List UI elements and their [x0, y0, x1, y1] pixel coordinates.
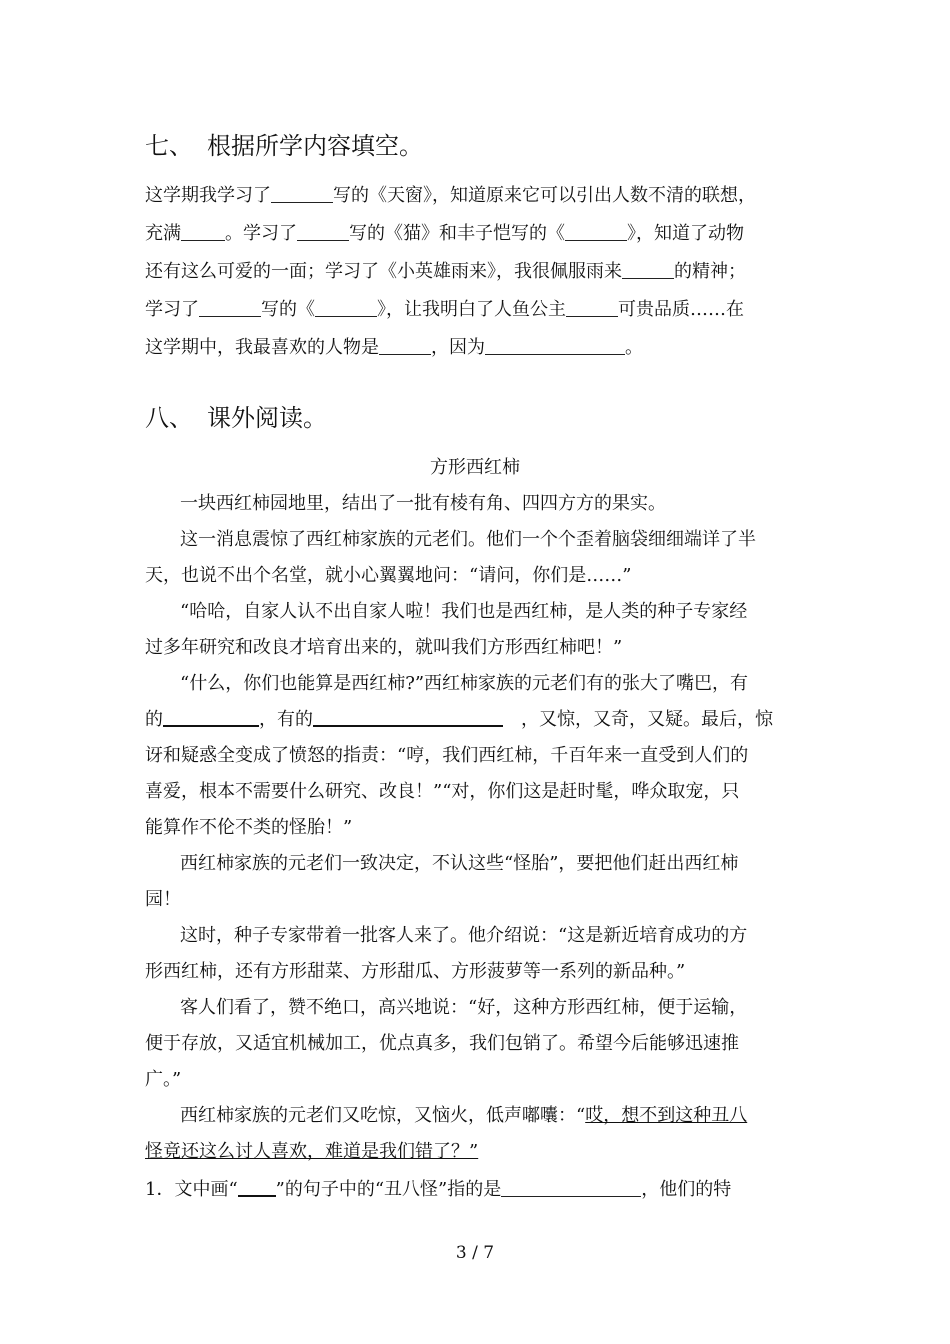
answer-blank[interactable]	[181, 222, 225, 241]
story-line: 能算作不伦不类的怪胎！”	[145, 817, 353, 838]
answer-blank[interactable]	[199, 298, 261, 317]
answer-blank[interactable]	[566, 298, 618, 317]
answer-blank[interactable]	[485, 336, 625, 355]
page-number: 3 / 7	[455, 1243, 495, 1263]
underlined-sentence: 怪竟还这么讨人喜欢，难道是我们错了？”	[145, 1141, 479, 1162]
story-line: 客人们看了，赞不绝口，高兴地说：“好，这种方形西红柿，便于运输，	[180, 997, 748, 1018]
story-line: 这时，种子专家带着一批客人来了。他介绍说：“这是新近培育成功的方	[180, 925, 748, 946]
answer-blank[interactable]	[565, 222, 627, 241]
answer-blank[interactable]	[313, 707, 503, 727]
story-line: 讶和疑惑全变成了愤怒的指责：“哼，我们西红柿，千百年来一直受到人们的	[145, 745, 749, 766]
answer-blank[interactable]	[163, 707, 259, 727]
answer-blank[interactable]	[315, 298, 377, 317]
story-line: 喜爱，根本不需要什么研究、改良！”“对，你们这是赶时髦，哗众取宠，只	[145, 781, 740, 802]
story-line: 西红柿家族的元老们一致决定，不认这些“怪胎”，要把他们赶出西红柿	[180, 853, 739, 874]
section-7-title: 根据所学内容填空。	[207, 132, 423, 160]
story-title: 方形西红柿	[430, 457, 520, 478]
story-line: “什么，你们也能算是西红柿?”西红柿家族的元老们有的张大了嘴巴，有	[180, 673, 749, 694]
story-line: 天，也说不出个名堂，就小心翼翼地问：“请问，你们是……”	[145, 565, 632, 586]
answer-blank[interactable]	[238, 1177, 276, 1197]
fill-line-4: 学习了 写的《 》，让我明白了人鱼公主 可贵品质……在	[145, 299, 744, 320]
answer-blank[interactable]	[379, 336, 431, 355]
answer-blank[interactable]	[501, 1178, 641, 1197]
story-line: “哈哈，自家人认不出自家人啦！我们也是西红柿，是人类的种子专家经	[180, 601, 748, 622]
section-8-title: 课外阅读。	[207, 404, 327, 432]
story-line: 一块西红柿园地里，结出了一批有棱有角、四四方方的果实。	[180, 493, 666, 514]
story-line: 广。”	[145, 1069, 182, 1090]
answer-blank[interactable]	[622, 260, 674, 279]
story-line: 过多年研究和改良才培育出来的，就叫我们方形西红柿吧！”	[145, 637, 623, 658]
question-1: 1．文中画“ ”的句子中的“丑八怪”指的是 ，他们的特	[145, 1179, 732, 1200]
story-line: 这一消息震惊了西红柿家族的元老们。他们一个个歪着脑袋细细端详了半	[180, 529, 756, 550]
section-8-number: 八、	[145, 404, 193, 432]
fill-line-1: 这学期我学习了 写的《天窗》，知道原来它可以引出人数不清的联想，	[145, 185, 756, 206]
underlined-sentence: 哎，想不到这种丑八	[585, 1105, 748, 1126]
section-7-number: 七、	[145, 132, 193, 160]
fill-line-2: 充满 。学习了 写的《猫》和丰子恺写的《 》，知道了动物	[145, 223, 744, 244]
section-8-heading	[145, 402, 327, 434]
story-line-with-blanks: 的 ，有的 ，又惊，又奇，又疑。最后，惊	[145, 709, 773, 730]
story-line: 形西红柿，还有方形甜菜、方形甜瓜、方形菠萝等一系列的新品种。”	[145, 961, 686, 982]
answer-blank[interactable]	[297, 222, 349, 241]
answer-blank[interactable]	[271, 184, 333, 203]
section-7-heading	[145, 130, 423, 162]
story-line: 西红柿家族的元老们又吃惊，又恼火，低声嘟囔：“哎，想不到这种丑八	[180, 1105, 748, 1126]
story-line: 便于存放，又适宜机械加工，优点真多，我们包销了。希望今后能够迅速推	[145, 1033, 739, 1054]
fill-line-3: 还有这么可爱的一面；学习了《小英雄雨来》，我很佩服雨来 的精神；	[145, 261, 746, 282]
story-line: 园！	[145, 889, 181, 910]
fill-line-5: 这学期中，我最喜欢的人物是 ，因为 。	[145, 337, 643, 358]
story-line	[145, 1134, 805, 1170]
